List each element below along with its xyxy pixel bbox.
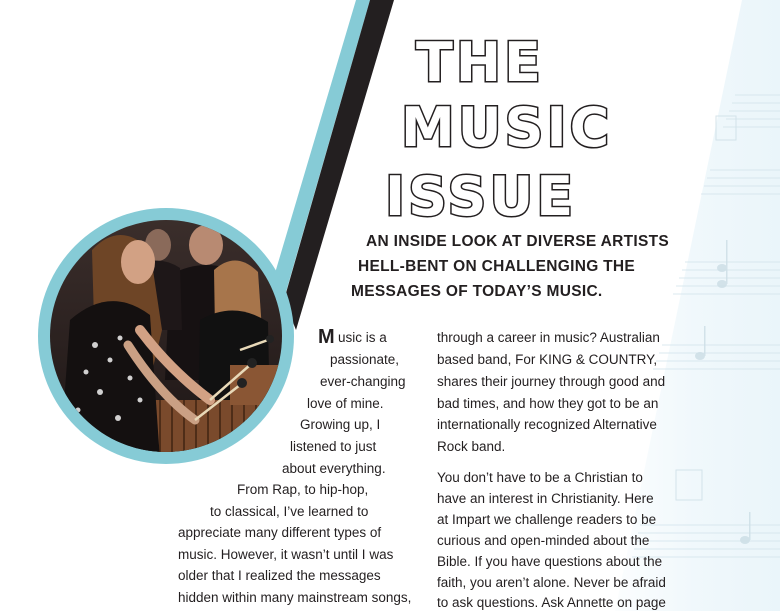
body-left-line: love of mine. xyxy=(307,396,384,411)
body-right-line: bad times, and how they got to be an xyxy=(437,396,659,411)
body-right-line: You don’t have to be a Christian to xyxy=(437,470,643,485)
body-right-line: based band, For KING & COUNTRY, xyxy=(437,352,658,367)
body-left-line: From Rap, to hip-hop, xyxy=(237,482,369,497)
body-right-line: have an interest in Christianity. Here xyxy=(437,491,654,506)
body-left-line: hidden within many mainstream songs, xyxy=(178,590,412,605)
body-right-line: curious and open-minded about the xyxy=(437,533,650,548)
title-line-3: ISSUE xyxy=(385,165,577,228)
body-right-line: Bible. If you have questions about the xyxy=(437,554,663,569)
body-left-line: appreciate many different types of xyxy=(178,525,382,540)
body-right-line: Rock band. xyxy=(437,439,506,454)
body-right-line: through a career in music? Australian xyxy=(437,330,660,345)
body-left-line: usic is a xyxy=(338,330,387,345)
title-line-2: MUSIC xyxy=(401,96,613,159)
body-left-line: music. However, it wasn’t until I was xyxy=(178,547,394,562)
body-left-line: ever-changing xyxy=(320,374,406,389)
body-left-line: about everything. xyxy=(282,461,386,476)
body-right-line: internationally recognized Alternative xyxy=(437,417,657,432)
body-left-line: to classical, I’ve learned to xyxy=(210,504,369,519)
subtitle-line-2: HELL-BENT ON CHALLENGING THE xyxy=(358,258,636,275)
title-line-1: THE xyxy=(416,31,544,94)
body-right-line: to ask questions. Ask Annette on page xyxy=(437,595,666,610)
body-right-line: faith, you aren’t alone. Never be afraid xyxy=(437,575,666,590)
drop-cap: M xyxy=(318,326,335,348)
subtitle-line-1: AN INSIDE LOOK AT DIVERSE ARTISTS xyxy=(366,233,669,250)
body-right-line: shares their journey through good and xyxy=(437,374,666,389)
body-right-line: at Impart we challenge readers to be xyxy=(437,512,657,527)
body-left-line: listened to just xyxy=(290,439,377,454)
body-left-line: passionate, xyxy=(330,352,400,367)
body-left-line: older that I realized the messages xyxy=(178,568,381,583)
subtitle-line-3: MESSAGES OF TODAY’S MUSIC. xyxy=(351,283,603,300)
body-left-line: Growing up, I xyxy=(300,417,381,432)
